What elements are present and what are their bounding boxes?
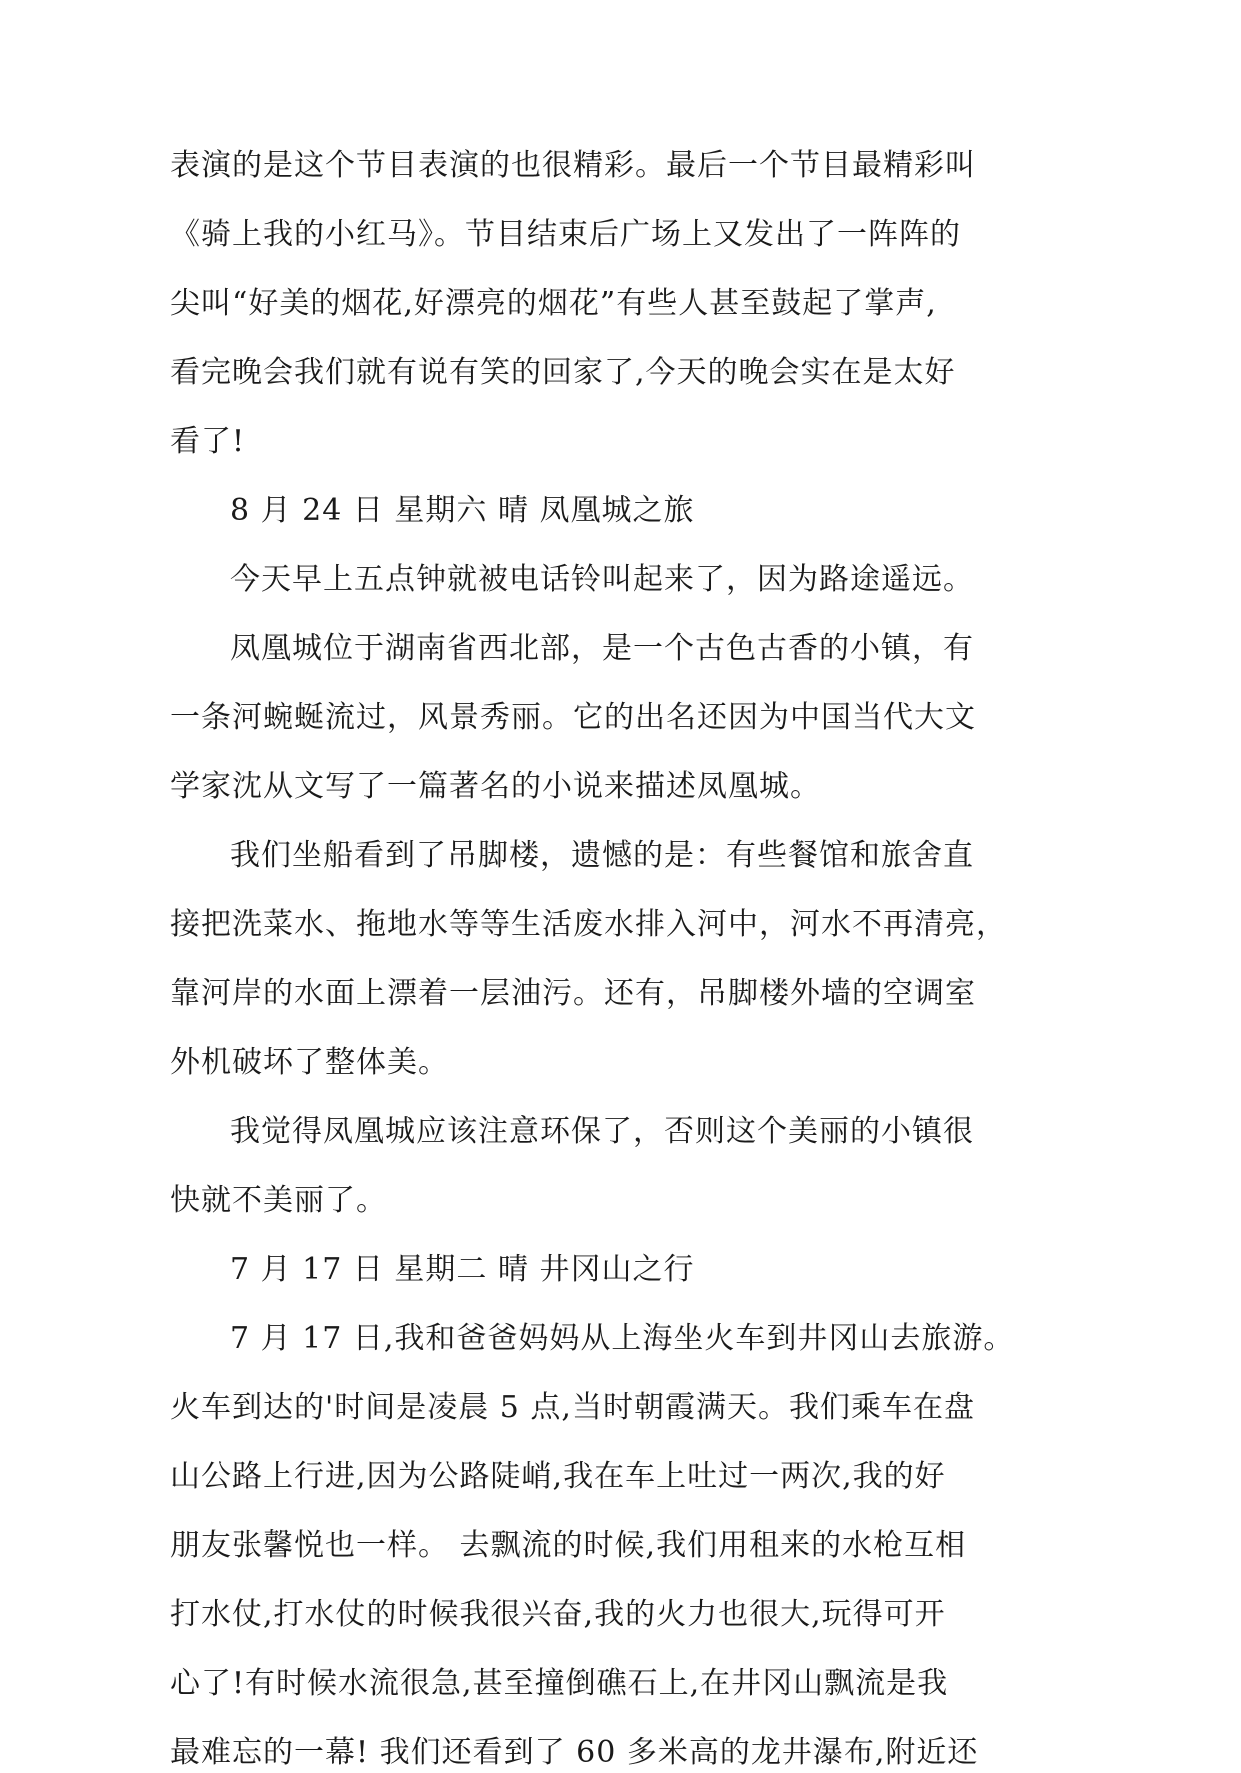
diary-heading: 7 月 17 日 星期二 晴 井冈山之行 [230,1252,695,1287]
text-line: 外机破坏了整体美。 [170,1045,449,1080]
text-line: 我们坐船看到了吊脚楼，遗憾的是：有些餐馆和旅舍直 [230,838,974,873]
text-line: 快就不美丽了。 [170,1183,387,1218]
text-line: 今天早上五点钟就被电话铃叫起来了，因为路途遥远。 [230,562,974,597]
text-line: 心了!有时候水流很急,甚至撞倒礁石上,在井冈山飘流是我 [170,1666,949,1701]
text-line: 表演的是这个节目表演的也很精彩。最后一个节目最精彩叫 [170,148,976,183]
text-line: 《骑上我的小红马》。节目结束后广场上又发出了一阵阵的 [170,217,961,252]
text-line: 火车到达的'时间是凌晨 5 点,当时朝霞满天。我们乘车在盘 [170,1390,975,1425]
text-line: 看完晚会我们就有说有笑的回家了,今天的晚会实在是太好 [170,355,956,390]
text-line: 山公路上行进,因为公路陡峭,我在车上吐过一两次,我的好 [170,1459,946,1494]
text-line: 朋友张馨悦也一样。 去飘流的时候,我们用租来的水枪互相 [170,1528,967,1563]
text-line: 尖叫“好美的烟花,好漂亮的烟花”有些人甚至鼓起了掌声, [170,286,937,321]
text-line: 打水仗,打水仗的时候我很兴奋,我的火力也很大,玩得可开 [170,1597,946,1632]
text-line: 凤凰城位于湖南省西北部，是一个古色古香的小镇，有 [230,631,974,666]
text-line: 接把洗菜水、拖地水等等生活废水排入河中，河水不再清亮， [170,907,1007,942]
text-line: 7 月 17 日,我和爸爸妈妈从上海坐火车到井冈山去旅游。 [230,1321,1015,1356]
text-line: 我觉得凤凰城应该注意环保了，否则这个美丽的小镇很 [230,1114,974,1149]
text-line: 学家沈从文写了一篇著名的小说来描述凤凰城。 [170,769,821,804]
diary-heading: 8 月 24 日 星期六 晴 凤凰城之旅 [230,493,695,528]
text-line: 靠河岸的水面上漂着一层油污。还有，吊脚楼外墙的空调室 [170,976,976,1011]
text-line: 一条河蜿蜒流过，风景秀丽。它的出名还因为中国当代大文 [170,700,976,735]
text-line: 看了! [170,424,246,459]
text-line: 最难忘的一幕! 我们还看到了 60 多米高的龙井瀑布,附近还 [170,1735,979,1770]
